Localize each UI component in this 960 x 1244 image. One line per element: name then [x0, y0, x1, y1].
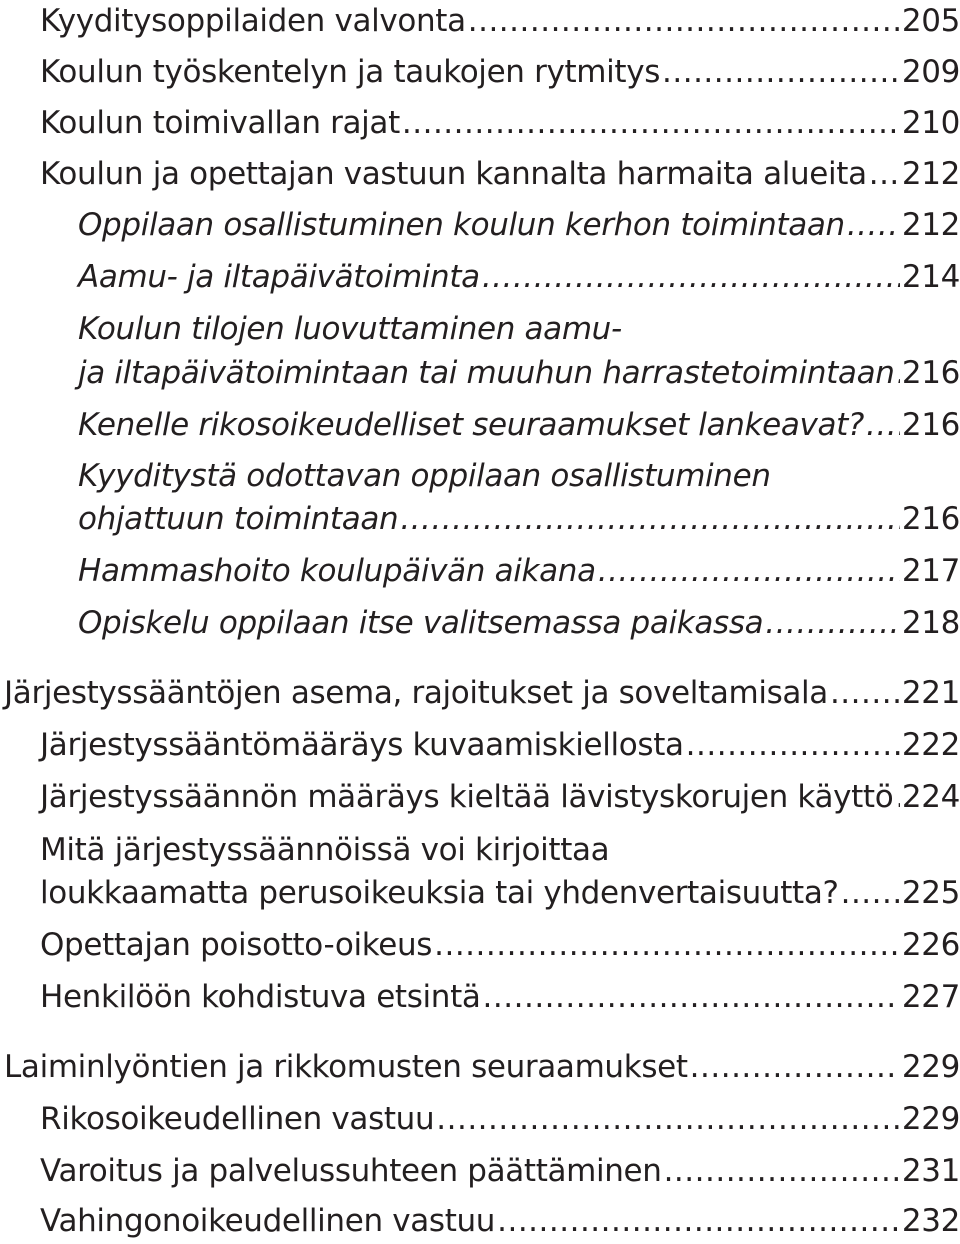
toc-entry: [78, 352, 960, 394]
toc-leader-dots: [686, 724, 900, 766]
toc-entry: [78, 602, 960, 644]
toc-leader-dots: [434, 924, 900, 966]
toc-entry-title: Laiminlyöntien ja rikkomusten seuraamukset: [4, 1049, 688, 1085]
toc-page-number: 221: [901, 675, 960, 711]
toc-entry: [4, 672, 960, 714]
toc-leader-dots: [662, 51, 900, 93]
toc-leader-dots: [402, 102, 900, 144]
toc-leader-dots: [847, 204, 900, 246]
toc-page-number: 216: [901, 501, 960, 537]
toc-leader-dots: [869, 153, 900, 195]
toc-page-number: 222: [901, 727, 960, 763]
toc-page-number: 224: [901, 779, 960, 815]
toc-entry-title: Opiskelu oppilaan itse valitsemassa paikassa: [78, 605, 764, 641]
toc-page-number: 231: [901, 1153, 960, 1189]
toc-page-number: 225: [901, 875, 960, 911]
toc-page-number: 229: [901, 1101, 960, 1137]
toc-entry: [40, 102, 960, 144]
toc-entry: [40, 872, 960, 914]
toc-entry-title: Aamu- ja iltapäivätoiminta: [78, 259, 480, 295]
toc-page-number: 216: [901, 355, 960, 391]
toc-leader-dots: [866, 404, 900, 446]
toc-entry-title-line1: Mitä järjestyssäännöissä voi kirjoittaa: [40, 832, 610, 868]
toc-leader-dots: [482, 256, 900, 298]
toc-page-number: 205: [901, 3, 960, 39]
toc-leader-dots: [598, 550, 900, 592]
toc-page-number: 217: [901, 553, 960, 589]
toc-leader-dots: [841, 872, 900, 914]
toc-leader-dots: [830, 672, 900, 714]
toc-entry-title: Järjestyssääntöjen asema, rajoitukset ja soveltamisala: [4, 675, 828, 711]
toc-entry-title: Koulun toimivallan rajat: [40, 105, 400, 141]
toc-page-number: 214: [901, 259, 960, 295]
toc-leader-dots: [664, 1150, 900, 1192]
toc-entry-title: Varoitus ja palvelussuhteen päättäminen: [40, 1153, 662, 1189]
toc-leader-dots: [436, 1098, 900, 1140]
toc-entry: [40, 924, 960, 966]
toc-leader-dots: [483, 976, 900, 1018]
toc-entry: [4, 1046, 960, 1088]
toc-entry: [78, 498, 960, 540]
toc-entry-title: Hammashoito koulupäivän aikana: [78, 553, 596, 589]
toc-entry-title: Järjestyssäännön määräys kieltää lävistyskorujen käyttö: [40, 779, 894, 815]
toc-entry: [40, 0, 960, 42]
toc-leader-dots: [765, 602, 900, 644]
toc-page-number: 209: [901, 54, 960, 90]
toc-entry: [78, 204, 960, 246]
toc-entry-title: Kenelle rikosoikeudelliset seuraamukset lankeavat?: [78, 407, 865, 443]
toc-entry: [40, 51, 960, 93]
toc-entry-title: Vahingonoikeudellinen vastuu: [40, 1203, 496, 1239]
toc-entry: [40, 1150, 960, 1192]
toc-entry-title: Rikosoikeudellinen vastuu: [40, 1101, 435, 1137]
toc-entry-title: loukkaamatta perusoikeuksia tai yhdenvertaisuutta?: [40, 875, 839, 911]
toc-leader-dots: [895, 776, 900, 818]
toc-entry-title: Järjestyssääntömääräys kuvaamiskiellosta: [40, 727, 684, 763]
toc-page-number: 226: [901, 927, 960, 963]
toc-leader-dots: [468, 0, 900, 42]
toc-entry: [78, 550, 960, 592]
toc-page-number: 229: [901, 1049, 960, 1085]
toc-leader-dots: [690, 1046, 900, 1088]
toc-page-number: 210: [901, 105, 960, 141]
toc-page-number: 212: [901, 156, 960, 192]
toc-page-number: 216: [901, 407, 960, 443]
toc-entry-title: Oppilaan osallistuminen koulun kerhon toimintaan: [78, 207, 845, 243]
toc-entry: [40, 153, 960, 195]
toc-entry-title-line1: Kyyditystä odottavan oppilaan osallistuminen: [78, 458, 771, 494]
toc-page-number: 212: [901, 207, 960, 243]
toc-entry: [40, 976, 960, 1018]
toc-entry: [40, 1098, 960, 1140]
toc-entry: [78, 404, 960, 446]
toc-leader-dots: [400, 498, 900, 540]
toc-page-number: 227: [901, 979, 960, 1015]
toc-entry-title: Henkilöön kohdistuva etsintä: [40, 979, 481, 1015]
toc-entry: [40, 776, 960, 818]
toc-leader-dots: [497, 1200, 900, 1242]
toc-entry: [40, 724, 960, 766]
toc-page-number: 232: [901, 1203, 960, 1239]
toc-entry-title: ja iltapäivätoimintaan tai muuhun harrastetoimintaan: [78, 355, 895, 391]
toc-entry: [78, 256, 960, 298]
toc-leader-dots: [897, 352, 900, 394]
toc-page-number: 218: [901, 605, 960, 641]
toc-entry-title: ohjattuun toimintaan: [78, 501, 399, 537]
toc-entry-title-line1: Koulun tilojen luovuttaminen aamu-: [78, 311, 622, 347]
toc-entry: [40, 1200, 960, 1242]
toc-entry-title: Kyyditysoppilaiden valvonta: [40, 3, 466, 39]
toc-entry-title: Koulun ja opettajan vastuun kannalta harmaita alueita: [40, 156, 867, 192]
toc-entry-title: Koulun työskentelyn ja taukojen rytmitys: [40, 54, 661, 90]
toc-entry-title: Opettajan poisotto-oikeus: [40, 927, 433, 963]
